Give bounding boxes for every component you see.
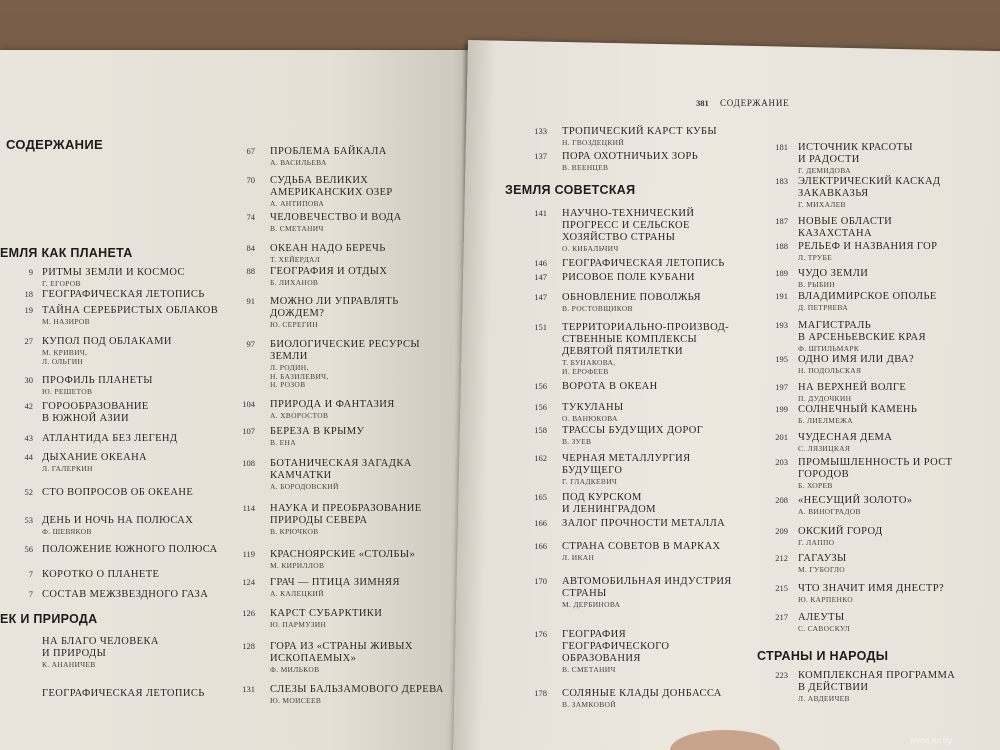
toc-entry-title: ЭЛЕКТРИЧЕСКИЙ КАСКАД ЗАКАВКАЗЬЯ: [798, 176, 941, 200]
toc-entry-title: РЕЛЬЕФ И НАЗВАНИЯ ГОР: [798, 241, 938, 252]
toc-entry-title: НА ВЕРХНЕЙ ВОЛГЕ: [798, 382, 907, 393]
toc-entry-author: А. АНТИПОВА: [270, 199, 325, 208]
toc-entry-author: В. КРЮЧКОВ: [270, 527, 319, 536]
toc-entry-title: ОКЕАН НАДО БЕРЕЧЬ: [270, 243, 386, 254]
toc-entry-author: Б. ХОРЕВ: [798, 481, 833, 490]
toc-entry-author: Ф. ШТИЛЬМАРК: [798, 344, 860, 353]
toc-entry-title: ГЕОГРАФИЧЕСКАЯ ЛЕТОПИСЬ: [562, 258, 725, 269]
toc-entry-author: О. КИБАЛЬЧИЧ: [562, 244, 619, 253]
toc-entry-title: ПРОМЫШЛЕННОСТЬ И РОСТ ГОРОДОВ: [798, 457, 953, 481]
toc-page-number: 178: [534, 688, 547, 698]
toc-page-number: 162: [534, 453, 547, 463]
toc-entry-title: ОДНО ИМЯ ИЛИ ДВА?: [798, 354, 915, 365]
toc-page-number: 19: [24, 305, 33, 315]
toc-page-number: 156: [534, 402, 547, 412]
toc-entry-title: ГЕОГРАФИЧЕСКАЯ ЛЕТОПИСЬ: [42, 289, 205, 300]
toc-page-number: 209: [775, 526, 788, 536]
toc-page-number: 124: [242, 577, 255, 587]
toc-page-number: 170: [534, 576, 547, 586]
toc-entry-author: С. ЛЯЗИЦКАЯ: [798, 444, 851, 453]
toc-entry-title: СТО ВОПРОСОВ ОБ ОКЕАНЕ: [42, 487, 194, 498]
toc-entry-author: А. БОРОДОВСКИЙ: [270, 482, 339, 491]
toc-entry-title: ЗАЛОГ ПРОЧНОСТИ МЕТАЛЛА: [562, 518, 726, 529]
toc-entry-author: В. ЗУЕВ: [562, 437, 592, 446]
toc-page-number: 91: [246, 296, 255, 306]
toc-entry-author: В. ЕНА: [270, 438, 296, 447]
toc-entry-author: Л. АВДЕИЧЕВ: [798, 694, 850, 703]
toc-entry-title: ПРОБЛЕМА БАЙКАЛА: [270, 146, 387, 157]
toc-page-number: 126: [242, 608, 255, 618]
toc-page-number: 146: [534, 258, 547, 268]
toc-page-number: 52: [24, 487, 33, 497]
toc-entry-author: Ю. КАРПЕНКО: [798, 595, 853, 604]
toc-page-number: 151: [534, 322, 547, 332]
toc-entry-title: НОВЫЕ ОБЛАСТИ КАЗАХСТАНА: [798, 216, 893, 240]
toc-page-number: 128: [242, 641, 255, 651]
toc-page-number: 199: [775, 404, 788, 414]
toc-entry-title: ГЕОГРАФИЯ И ОТДЫХ: [270, 266, 388, 277]
toc-page-number: 147: [534, 292, 547, 302]
toc-page-number: 43: [24, 433, 33, 443]
toc-page-number: 181: [775, 142, 788, 152]
toc-page-number: 67: [246, 146, 255, 156]
toc-page-number: 7: [28, 589, 33, 599]
toc-page-number: 44: [24, 452, 33, 462]
toc-entry-title: ЧУДО ЗЕМЛИ: [798, 268, 869, 279]
toc-entry-title: ГАГАУЗЫ: [798, 553, 847, 564]
section-heading-countries: СТРАНЫ И НАРОДЫ: [757, 649, 889, 663]
toc-entry-author: Г. ДЕМИДОВА: [798, 166, 851, 175]
toc-entry-author: Л. ТРУБЕ: [798, 253, 833, 262]
toc-entry-author: М. КИРИЛЛОВ: [270, 561, 325, 570]
toc-entry-author: Т. ХЕЙЕРДАЛ: [270, 255, 321, 264]
toc-entry-title: ПОЛОЖЕНИЕ ЮЖНОГО ПОЛЮСА: [42, 544, 218, 555]
toc-entry-author: П. ДУДОЧКИН: [798, 394, 852, 403]
toc-page-number: 30: [24, 375, 33, 385]
toc-entry-title: МОЖНО ЛИ УПРАВЛЯТЬ ДОЖДЕМ?: [270, 296, 399, 320]
contents-title: СОДЕРЖАНИЕ: [6, 137, 103, 152]
toc-page-number: 203: [775, 457, 788, 467]
running-title: СОДЕРЖАНИЕ: [720, 98, 790, 108]
toc-entry-title: ГРАЧ — ПТИЦА ЗИМНЯЯ: [270, 577, 400, 588]
toc-entry-title: СУДЬБА ВЕЛИКИХ АМЕРИКАНСКИХ ОЗЕР: [270, 175, 393, 199]
toc-page-number: 9: [28, 267, 33, 277]
toc-entry-title: НАУКА И ПРЕОБРАЗОВАНИЕ ПРИРОДЫ СЕВЕРА: [270, 503, 422, 527]
toc-page-number: 212: [775, 553, 788, 563]
toc-entry-title: ТАЙНА СЕРЕБРИСТЫХ ОБЛАКОВ: [42, 305, 219, 316]
toc-entry-title: АВТОМОБИЛЬНАЯ ИНДУСТРИЯ СТРАНЫ: [562, 576, 732, 600]
toc-entry-author: Ю. МОИСЕЕВ: [270, 696, 322, 705]
toc-entry-title: ПРОФИЛЬ ПЛАНЕТЫ: [42, 375, 153, 386]
toc-page-number: 188: [775, 241, 788, 251]
toc-entry-author: Ю. СЕРЕГИН: [270, 320, 318, 329]
toc-page-number: 84: [246, 243, 255, 253]
toc-entry-title: МАГИСТРАЛЬ В АРСЕНЬЕВСКИЕ КРАЯ: [798, 320, 926, 344]
toc-entry-author: Л. ГАЛЕРКИН: [42, 464, 93, 473]
toc-entry-author: Л. РОДИН, Н. БАЗИЛЕВИЧ, Н. РОЗОВ: [270, 363, 329, 390]
toc-entry-title: СТРАНА СОВЕТОВ В МАРКАХ: [562, 541, 721, 552]
toc-page-number: 208: [775, 495, 788, 505]
toc-page-number: 133: [534, 126, 547, 136]
toc-entry-title: АТЛАНТИДА БЕЗ ЛЕГЕНД: [42, 433, 178, 444]
toc-page-number: 187: [775, 216, 788, 226]
toc-entry-author: В. ВЕЕНЦЕВ: [562, 163, 609, 172]
toc-entry-author: Г. ГЛАДКЕВИЧ: [562, 477, 618, 486]
toc-entry-title: ТРАССЫ БУДУЩИХ ДОРОГ: [562, 425, 704, 436]
toc-page-number: 195: [775, 354, 788, 364]
toc-page-number: 56: [24, 544, 33, 554]
toc-entry-title: ЧУДЕСНАЯ ДЕМА: [798, 432, 893, 443]
toc-entry-author: В. СМЕТАНИЧ: [270, 224, 324, 233]
toc-page-number: 189: [775, 268, 788, 278]
toc-entry-author: О. ВАНЮКОВА: [562, 414, 618, 423]
toc-entry-title: ГЕОГРАФИЯ ГЕОГРАФИЧЕСКОГО ОБРАЗОВАНИЯ: [562, 629, 670, 665]
toc-page-number: 166: [534, 518, 547, 528]
toc-page-number: 201: [775, 432, 788, 442]
toc-entry-title: «НЕСУЩИЙ ЗОЛОТО»: [798, 495, 913, 506]
toc-entry-author: А. ХВОРОСТОВ: [270, 411, 329, 420]
toc-page-number: 176: [534, 629, 547, 639]
toc-entry-author: Ф. ШЕВЯКОВ: [42, 527, 92, 536]
toc-entry-author: Г. МИХАЛЕВ: [798, 200, 846, 209]
toc-entry-author: А. ВИНОГРАДОВ: [798, 507, 861, 516]
toc-entry-title: КРАСНОЯРСКИЕ «СТОЛБЫ»: [270, 549, 416, 560]
toc-entry-author: М. КРИВИЧ, Л. ОЛЬГИН: [42, 348, 88, 366]
toc-entry-author: Л. ИКАН: [562, 553, 595, 562]
toc-page-number: 104: [242, 399, 255, 409]
toc-entry-title: СОСТАВ МЕЖЗВЕЗДНОГО ГАЗА: [42, 589, 209, 600]
toc-entry-author: В. РЫБИН: [798, 280, 836, 289]
toc-entry-author: М. НАЗИРОВ: [42, 317, 90, 326]
toc-page-number: 223: [775, 670, 788, 680]
toc-page-number: 166: [534, 541, 547, 551]
toc-entry-title: ЧТО ЗНАЧИТ ИМЯ ДНЕСТР?: [798, 583, 945, 594]
toc-entry-title: ГЕОГРАФИЧЕСКАЯ ЛЕТОПИСЬ: [42, 688, 205, 699]
toc-page-number: 119: [242, 549, 255, 559]
toc-entry-author: М. ГУБОГЛО: [798, 565, 846, 574]
right-page: [453, 40, 1000, 750]
toc-page-number: 97: [246, 339, 255, 349]
toc-entry-title: ВЛАДИМИРСКОЕ ОПОЛЬЕ: [798, 291, 937, 302]
toc-entry-author: К. АНАНИЧЕВ: [42, 660, 96, 669]
toc-entry-title: ПОД КУРСКОМ И ЛЕНИНГРАДОМ: [562, 492, 656, 516]
toc-entry-title: НАУЧНО-ТЕХНИЧЕСКИЙ ПРОГРЕСС И СЕЛЬСКОЕ ХОЗЯЙСТВО СТРАНЫ: [562, 208, 695, 244]
toc-entry-author: А. ВАСИЛЬЕВА: [270, 158, 327, 167]
toc-entry-author: С. САВОСКУЛ: [798, 624, 851, 633]
toc-entry-title: НА БЛАГО ЧЕЛОВЕКА И ПРИРОДЫ: [42, 636, 159, 660]
toc-entry-title: ПОРА ОХОТНИЧЬИХ ЗОРЬ: [562, 151, 699, 162]
toc-page-number: 7: [28, 569, 33, 579]
toc-entry-author: Г. ЛАППО: [798, 538, 835, 547]
toc-page-number: 147: [534, 272, 547, 282]
toc-entry-title: ВОРОТА В ОКЕАН: [562, 381, 658, 392]
toc-page-number: 27: [24, 336, 33, 346]
toc-entry-title: КУПОЛ ПОД ОБЛАКАМИ: [42, 336, 172, 347]
toc-page-number: 108: [242, 458, 255, 468]
toc-entry-author: Ф. МИЛЬКОВ: [270, 665, 320, 674]
toc-entry-author: Д. ПЕТРЯЕВА: [798, 303, 848, 312]
toc-entry-title: ТЕРРИТОРИАЛЬНО-ПРОИЗВОД- СТВЕННЫЕ КОМПЛЕКСЫ ДЕВЯТОЙ ПЯТИЛЕТКИ: [562, 322, 730, 358]
toc-entry-title: БИОЛОГИЧЕСКИЕ РЕСУРСЫ ЗЕМЛИ: [270, 339, 420, 363]
toc-entry-title: КОРОТКО О ПЛАНЕТЕ: [42, 569, 160, 580]
toc-page-number: 193: [775, 320, 788, 330]
toc-page-number: 183: [775, 176, 788, 186]
toc-entry-title: ТУКУЛАНЫ: [562, 402, 624, 413]
section-heading-man: ЕК И ПРИРОДА: [0, 612, 98, 626]
toc-entry-author: А. КАЛЕЦКИЙ: [270, 589, 324, 598]
toc-page-number: 114: [242, 503, 255, 513]
toc-entry-author: Б. ЛИЕЛМЕЖА: [798, 416, 853, 425]
toc-entry-author: Н. ГВОЗДЕЦКИЙ: [562, 138, 625, 147]
toc-page-number: 217: [775, 612, 788, 622]
toc-page-number: 141: [534, 208, 547, 218]
toc-page-number: 107: [242, 426, 255, 436]
toc-page-number: 74: [246, 212, 255, 222]
toc-entry-author: Б. ЛИХАНОВ: [270, 278, 319, 287]
toc-page-number: 156: [534, 381, 547, 391]
toc-entry-title: РИСОВОЕ ПОЛЕ КУБАНИ: [562, 272, 695, 283]
toc-entry-title: БОТАНИЧЕСКАЯ ЗАГАДКА КАМЧАТКИ: [270, 458, 412, 482]
toc-entry-author: Ю. РЕШЕТОВ: [42, 387, 93, 396]
toc-page-number: 53: [24, 515, 33, 525]
toc-entry-title: БЕРЕЗА В КРЫМУ: [270, 426, 365, 437]
toc-entry-title: ДЕНЬ И НОЧЬ НА ПОЛЮСАХ: [42, 515, 194, 526]
toc-page-number: 70: [246, 175, 255, 185]
toc-entry-title: АЛЕУТЫ: [798, 612, 845, 623]
section-heading-earth: ЕМЛЯ КАК ПЛАНЕТА: [0, 246, 133, 260]
toc-entry-author: Ю. ПАРМУЗИН: [270, 620, 327, 629]
toc-entry-title: ЧЕЛОВЕЧЕСТВО И ВОДА: [270, 212, 402, 223]
toc-entry-title: СОЛЯНЫЕ КЛАДЫ ДОНБАССА: [562, 688, 722, 699]
toc-entry-title: ПРИРОДА И ФАНТАЗИЯ: [270, 399, 395, 410]
watermark: www.av.by: [910, 735, 953, 745]
toc-page-number: 131: [242, 684, 255, 694]
section-heading-soviet: ЗЕМЛЯ СОВЕТСКАЯ: [505, 183, 636, 197]
toc-page-number: 18: [24, 289, 33, 299]
toc-entry-title: ДЫХАНИЕ ОКЕАНА: [42, 452, 148, 463]
toc-entry-title: РИТМЫ ЗЕМЛИ И КОСМОС: [42, 267, 185, 278]
toc-page-number: 215: [775, 583, 788, 593]
toc-entry-author: Т. БУНАКОВА, И. ЕРОФЕЕВ: [562, 358, 616, 376]
toc-entry-author: М. ДЕРБИНОВА: [562, 600, 621, 609]
page-number: 381: [696, 98, 709, 108]
toc-entry-title: ИСТОЧНИК КРАСОТЫ И РАДОСТИ: [798, 142, 913, 166]
toc-entry-title: КАРСТ СУБАРКТИКИ: [270, 608, 383, 619]
toc-entry-title: СОЛНЕЧНЫЙ КАМЕНЬ: [798, 404, 918, 415]
toc-entry-title: ЧЕРНАЯ МЕТАЛЛУРГИЯ БУДУЩЕГО: [562, 453, 691, 477]
toc-page-number: 137: [534, 151, 547, 161]
toc-entry-author: Г. ЕГОРОВ: [42, 279, 81, 288]
toc-page-number: 42: [24, 401, 33, 411]
toc-entry-title: СЛЕЗЫ БАЛЬЗАМОВОГО ДЕРЕВА: [270, 684, 444, 695]
toc-page-number: 88: [246, 266, 255, 276]
toc-entry-title: ТРОПИЧЕСКИЙ КАРСТ КУБЫ: [562, 126, 717, 137]
toc-page-number: 191: [775, 291, 788, 301]
toc-entry-title: ОКСКИЙ ГОРОД: [798, 526, 883, 537]
toc-page-number: 165: [534, 492, 547, 502]
toc-entry-title: ОБНОВЛЕНИЕ ПОВОЛЖЬЯ: [562, 292, 701, 303]
toc-entry-author: В. ЗАМКОВОЙ: [562, 700, 616, 709]
toc-entry-title: ГОРООБРАЗОВАНИЕ В ЮЖНОЙ АЗИИ: [42, 401, 149, 425]
toc-page-number: 158: [534, 425, 547, 435]
toc-entry-author: Н. ПОДОЛЬСКАЯ: [798, 366, 862, 375]
toc-entry-author: В. СМЕТАНИЧ: [562, 665, 616, 674]
toc-entry-title: ГОРА ИЗ «СТРАНЫ ЖИВЫХ ИСКОПАЕМЫХ»: [270, 641, 413, 665]
toc-page-number: 197: [775, 382, 788, 392]
toc-entry-title: КОМПЛЕКСНАЯ ПРОГРАММА В ДЕЙСТВИИ: [798, 670, 956, 694]
toc-entry-author: В. РОСТОВЩИКОВ: [562, 304, 633, 313]
